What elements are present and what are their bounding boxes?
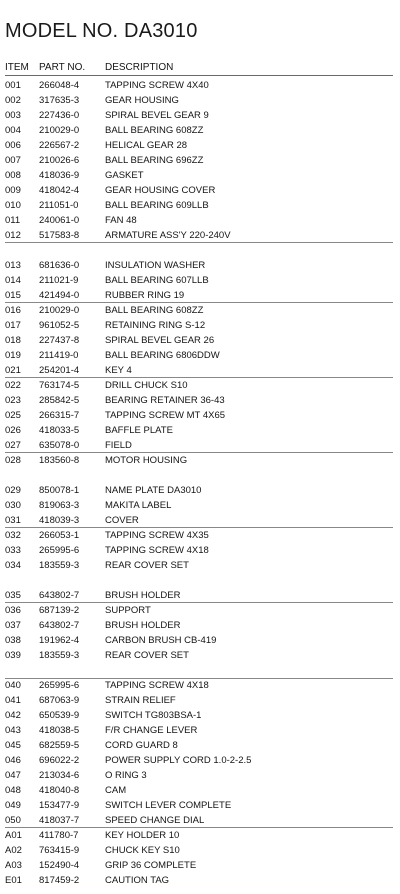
description-cell: BALL BEARING 6806DDW (105, 350, 220, 361)
description-cell: SWITCH TG803BSA-1 (105, 710, 202, 721)
group-divider (5, 302, 393, 303)
description-cell: SUPPORT (105, 605, 151, 616)
description-cell: TAPPING SCREW 4X18 (105, 545, 209, 556)
part-no-cell: 682559-5 (39, 740, 80, 751)
table-row (5, 678, 393, 693)
item-cell: 032 (5, 530, 21, 541)
item-cell: 047 (5, 770, 21, 781)
description-cell: GASKET (105, 170, 144, 181)
item-cell: 011 (5, 215, 21, 226)
table-row (5, 138, 393, 153)
part-no-cell: 210029-0 (39, 305, 80, 316)
table-row (5, 213, 393, 228)
description-cell: TAPPING SCREW 4X35 (105, 530, 209, 541)
item-cell: 004 (5, 125, 21, 136)
table-row (5, 288, 393, 303)
description-cell: BALL BEARING 607LLB (105, 275, 209, 286)
table-row (5, 168, 393, 183)
part-no-cell: 817459-2 (39, 875, 80, 886)
item-cell: 041 (5, 695, 21, 706)
table-row (5, 378, 393, 393)
table-row (5, 423, 393, 438)
part-no-cell: 211021-9 (39, 275, 79, 286)
part-no-cell: 210029-0 (39, 125, 80, 136)
description-cell: POWER SUPPLY CORD 1.0-2-2.5 (105, 755, 252, 766)
table-row (5, 633, 393, 648)
description-cell: SWITCH LEVER COMPLETE (105, 800, 232, 811)
description-cell: COVER (105, 515, 139, 526)
description-cell: BAFFLE PLATE (105, 425, 173, 436)
part-no-cell: 517583-8 (39, 230, 80, 241)
table-row (5, 798, 393, 813)
group-divider (5, 527, 393, 528)
part-no-cell: 227436-0 (39, 110, 80, 121)
table-row (5, 843, 393, 858)
item-cell: 025 (5, 410, 21, 421)
table-row (5, 813, 393, 828)
table-row (5, 453, 393, 468)
item-cell: 036 (5, 605, 21, 616)
table-row (5, 603, 393, 618)
description-cell: CHUCK KEY S10 (105, 845, 180, 856)
description-cell: FIELD (105, 440, 132, 451)
part-no-cell: 210026-6 (39, 155, 80, 166)
description-cell: GRIP 36 COMPLETE (105, 860, 197, 871)
part-no-cell: 421494-0 (39, 290, 80, 301)
part-no-cell: 183560-8 (39, 455, 80, 466)
item-cell: 027 (5, 440, 21, 451)
description-cell: BRUSH HOLDER (105, 620, 181, 631)
item-cell: 042 (5, 710, 21, 721)
part-no-cell: 696022-2 (39, 755, 80, 766)
table-row (5, 393, 393, 408)
part-no-cell: 418033-5 (39, 425, 80, 436)
group-divider (5, 827, 393, 828)
table-row (5, 858, 393, 873)
table-row (5, 228, 393, 243)
description-cell: CAM (105, 785, 127, 796)
model-title: MODEL NO. DA3010 (5, 20, 198, 42)
item-cell: 001 (5, 80, 21, 91)
table-row (5, 123, 393, 138)
header-item: ITEM (5, 62, 29, 73)
group-divider (5, 242, 393, 243)
item-cell: 026 (5, 425, 21, 436)
item-cell: 031 (5, 515, 21, 526)
description-cell: CARBON BRUSH CB-419 (105, 635, 217, 646)
description-cell: O RING 3 (105, 770, 147, 781)
item-cell: A02 (5, 845, 22, 856)
description-cell: STRAIN RELIEF (105, 695, 176, 706)
item-cell: 022 (5, 380, 21, 391)
table-row (5, 558, 393, 573)
table-row (5, 348, 393, 363)
description-cell: CORD GUARD 8 (105, 740, 178, 751)
part-no-cell: 418038-5 (39, 725, 80, 736)
description-cell: BALL BEARING 609LLB (105, 200, 209, 211)
group-divider (5, 678, 393, 679)
table-row (5, 708, 393, 723)
part-no-cell: 635078-0 (39, 440, 80, 451)
item-cell: 012 (5, 230, 21, 241)
description-cell: KEY HOLDER 10 (105, 830, 180, 841)
table-row (5, 318, 393, 333)
table-row (5, 783, 393, 798)
part-no-cell: 650539-9 (39, 710, 80, 721)
item-cell: 045 (5, 740, 21, 751)
item-cell: 040 (5, 680, 21, 691)
group-divider (5, 377, 393, 378)
part-no-cell: 961052-5 (39, 320, 80, 331)
part-no-cell: 227437-8 (39, 335, 80, 346)
description-cell: NAME PLATE DA3010 (105, 485, 202, 496)
item-cell: A01 (5, 830, 22, 841)
table-row (5, 738, 393, 753)
table-row (5, 183, 393, 198)
part-no-cell: 266315-7 (39, 410, 80, 421)
description-cell: TAPPING SCREW 4X40 (105, 80, 209, 91)
item-cell: 009 (5, 185, 21, 196)
item-cell: 023 (5, 395, 21, 406)
item-cell: 030 (5, 500, 21, 511)
part-no-cell: 285842-5 (39, 395, 80, 406)
item-cell: 046 (5, 755, 21, 766)
part-no-cell: 643802-7 (39, 590, 80, 601)
header-part-no: PART NO. (39, 62, 86, 73)
table-row (5, 108, 393, 123)
table-row (5, 273, 393, 288)
table-row (5, 873, 393, 888)
description-cell: SPIRAL BEVEL GEAR 9 (105, 110, 209, 121)
description-cell: MOTOR HOUSING (105, 455, 188, 466)
part-no-cell: 265995-6 (39, 680, 80, 691)
part-no-cell: 418039-3 (39, 515, 80, 526)
description-cell: MAKITA LABEL (105, 500, 172, 511)
part-no-cell: 226567-2 (39, 140, 80, 151)
item-cell: 039 (5, 650, 21, 661)
part-no-cell: 240061-0 (39, 215, 80, 226)
part-no-cell: 266053-1 (39, 530, 80, 541)
part-no-cell: 411780-7 (39, 830, 79, 841)
description-cell: RETAINING RING S-12 (105, 320, 206, 331)
part-no-cell: 418042-4 (39, 185, 80, 196)
description-cell: BALL BEARING 696ZZ (105, 155, 204, 166)
part-no-cell: 183559-3 (39, 650, 80, 661)
part-no-cell: 183559-3 (39, 560, 80, 571)
part-no-cell: 254201-4 (39, 365, 80, 376)
description-cell: REAR COVER SET (105, 560, 189, 571)
table-row (5, 693, 393, 708)
description-cell: RUBBER RING 19 (105, 290, 185, 301)
description-cell: ARMATURE ASS'Y 220-240V (105, 230, 231, 241)
description-cell: BALL BEARING 608ZZ (105, 125, 204, 136)
item-cell: 019 (5, 350, 21, 361)
description-cell: TAPPING SCREW 4X18 (105, 680, 209, 691)
part-no-cell: 763174-5 (39, 380, 80, 391)
part-no-cell: 418037-7 (39, 815, 80, 826)
item-cell: 008 (5, 170, 21, 181)
header-divider (5, 75, 393, 76)
description-cell: KEY 4 (105, 365, 132, 376)
description-cell: SPEED CHANGE DIAL (105, 815, 205, 826)
item-cell: 003 (5, 110, 21, 121)
part-no-cell: 191962-4 (39, 635, 80, 646)
table-row (5, 828, 393, 843)
table-row (5, 153, 393, 168)
table-row (5, 78, 393, 93)
table-row (5, 198, 393, 213)
table-row (5, 768, 393, 783)
description-cell: HELICAL GEAR 28 (105, 140, 188, 151)
description-cell: TAPPING SCREW MT 4X65 (105, 410, 226, 421)
part-no-cell: 152490-4 (39, 860, 80, 871)
part-no-cell: 211419-0 (39, 350, 79, 361)
description-cell: GEAR HOUSING (105, 95, 179, 106)
table-row (5, 363, 393, 378)
item-cell: 049 (5, 800, 21, 811)
description-cell: INSULATION WASHER (105, 260, 206, 271)
part-no-cell: 265995-6 (39, 545, 80, 556)
item-cell: 028 (5, 455, 21, 466)
part-no-cell: 213034-6 (39, 770, 80, 781)
group-divider (5, 602, 393, 603)
header-description: DESCRIPTION (105, 62, 174, 73)
table-row (5, 498, 393, 513)
table-row (5, 438, 393, 453)
item-cell: 010 (5, 200, 21, 211)
item-cell: 013 (5, 260, 21, 271)
description-cell: SPIRAL BEVEL GEAR 26 (105, 335, 215, 346)
description-cell: DRILL CHUCK S10 (105, 380, 188, 391)
description-cell: REAR COVER SET (105, 650, 189, 661)
description-cell: FAN 48 (105, 215, 137, 226)
item-cell: 035 (5, 590, 21, 601)
part-no-cell: 643802-7 (39, 620, 80, 631)
description-cell: BRUSH HOLDER (105, 590, 181, 601)
table-row (5, 303, 393, 318)
item-cell: 050 (5, 815, 21, 826)
item-cell: 018 (5, 335, 21, 346)
description-cell: BEARING RETAINER 36-43 (105, 395, 225, 406)
description-cell: CAUTION TAG (105, 875, 170, 886)
item-cell: A03 (5, 860, 22, 871)
description-cell: BALL BEARING 608ZZ (105, 305, 204, 316)
item-cell: 048 (5, 785, 21, 796)
item-cell: E01 (5, 875, 22, 886)
item-cell: 002 (5, 95, 21, 106)
table-row (5, 408, 393, 423)
group-divider (5, 452, 393, 453)
item-cell: 006 (5, 140, 21, 151)
table-row (5, 648, 393, 663)
part-no-cell: 819063-3 (39, 500, 80, 511)
item-cell: 033 (5, 545, 21, 556)
part-no-cell: 763415-9 (39, 845, 80, 856)
part-no-cell: 211051-0 (39, 200, 79, 211)
description-cell: F/R CHANGE LEVER (105, 725, 198, 736)
description-cell: GEAR HOUSING COVER (105, 185, 216, 196)
part-no-cell: 153477-9 (39, 800, 80, 811)
item-cell: 043 (5, 725, 21, 736)
table-row (5, 528, 393, 543)
part-no-cell: 266048-4 (39, 80, 80, 91)
item-cell: 021 (5, 365, 21, 376)
item-cell: 016 (5, 305, 21, 316)
table-row (5, 483, 393, 498)
table-row (5, 93, 393, 108)
table-row (5, 753, 393, 768)
item-cell: 038 (5, 635, 21, 646)
part-no-cell: 418036-9 (39, 170, 80, 181)
table-row (5, 618, 393, 633)
item-cell: 017 (5, 320, 21, 331)
item-cell: 007 (5, 155, 21, 166)
table-row (5, 588, 393, 603)
part-no-cell: 687139-2 (39, 605, 80, 616)
table-row (5, 723, 393, 738)
table-header (5, 60, 393, 75)
item-cell: 029 (5, 485, 21, 496)
part-no-cell: 850078-1 (39, 485, 80, 496)
table-row (5, 543, 393, 558)
part-no-cell: 317635-3 (39, 95, 80, 106)
part-no-cell: 687063-9 (39, 695, 80, 706)
part-no-cell: 681636-0 (39, 260, 80, 271)
item-cell: 037 (5, 620, 21, 631)
item-cell: 034 (5, 560, 21, 571)
part-no-cell: 418040-8 (39, 785, 80, 796)
table-row (5, 333, 393, 348)
item-cell: 015 (5, 290, 21, 301)
table-row (5, 258, 393, 273)
table-row (5, 513, 393, 528)
item-cell: 014 (5, 275, 21, 286)
